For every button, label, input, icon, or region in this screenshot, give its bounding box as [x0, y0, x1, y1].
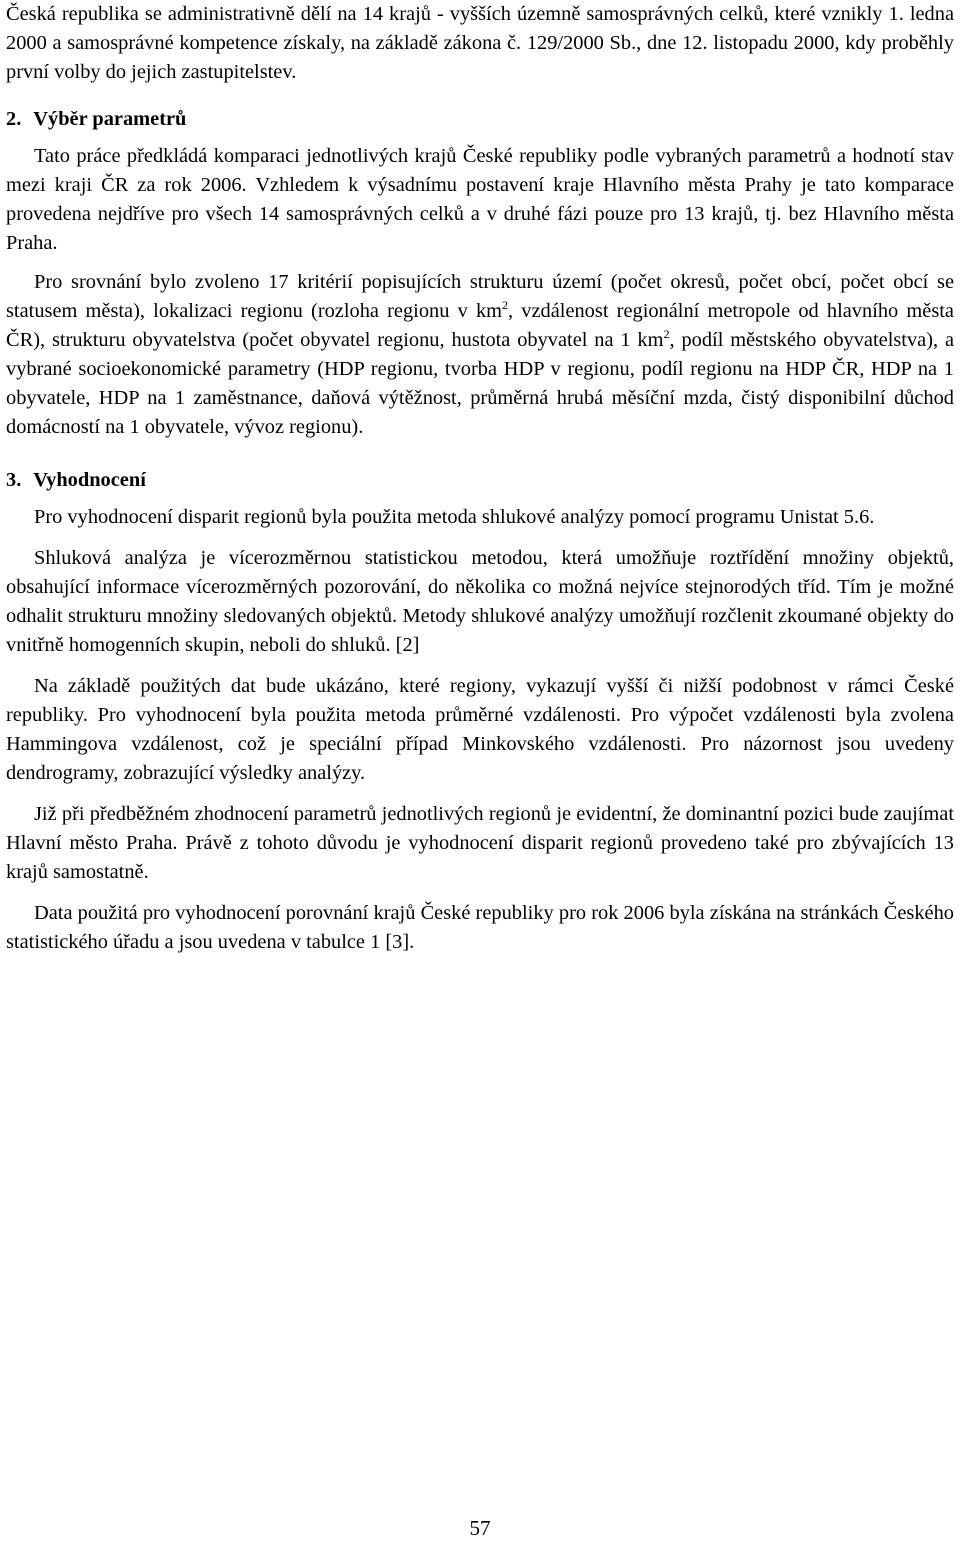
section-3-paragraph-1: Pro vyhodnocení disparit regionů byla použita metoda shlukové analýzy pomocí programu Unistat 5.6.	[34, 506, 875, 528]
section-2-paragraph-2-part-c: , podíl městského obyvatelstva), a vybrané socioekonomické parametry (HDP regionu, tvorba HDP v regionu, podíl regionu na HDP ČR, HDP na 1 obyvatele, HDP na 1 zaměstnance, daňová výtěžnost, průměrná hrubá měsíční mzda, čistý disponibilní důchod domácností na 1 obyvatele, vývoz regionu).	[6, 329, 954, 438]
document-page	[6, 0, 954, 957]
section-2-paragraph-2-part-a: Pro srovnání bylo zvoleno 17 kritérií popisujících strukturu území (počet okresů, počet obcí, počet obcí se statusem města), lokalizaci regionu (rozloha regionu v km	[6, 271, 954, 322]
section-3-paragraph-2: Shluková analýza je vícerozměrnou statistickou metodou, která umožňuje roztřídění množiny objektů, obsahující informace vícerozměrných pozorování, do několika co možná nejvíce stejnorodých tříd. Tím je možné odhalit strukturu množiny sledovaných objektů. Metody shlukové analýzy umožňují rozčlenit zkoumané objekty do vnitřně homogenních skupin, neboli do shluků. [2]	[6, 547, 954, 656]
intro-paragraph: Česká republika se administrativně dělí na 14 krajů - vyšších územně samosprávných celků, které vznikly 1. ledna 2000 a samosprávné kompetence získaly, na základě zákona č. 129/2000 Sb., dne 12. listopadu 2000, kdy proběhly první volby do jejich zastupitelstev.	[6, 3, 954, 83]
section-3-paragraph-5: Data použitá pro vyhodnocení porovnání krajů České republiky pro rok 2006 byla získána na stránkách Českého statistického úřadu a jsou uvedena v tabulce 1 [3].	[6, 902, 954, 953]
section-2-heading	[6, 105, 954, 134]
section-2-paragraph-2	[6, 268, 954, 442]
section-3-heading	[6, 466, 954, 495]
section-2-title: Výběr parametrů	[33, 108, 187, 130]
page-number: 57	[469, 1516, 491, 1540]
section-3-title: Vyhodnocení	[33, 469, 146, 491]
section-3-number: 3.	[6, 469, 22, 491]
superscript-2: 2	[502, 298, 509, 312]
section-2-paragraph-1: Tato práce předkládá komparaci jednotlivých krajů České republiky podle vybraných parametrů a hodnotí stav mezi kraji ČR za rok 2006. Vzhledem k výsadnímu postavení kraje Hlavního města Prahy je tato komparace provedena nejdříve pro všech 14 samosprávných celků a v druhé fázi pouze pro 13 krajů, tj. bez Hlavního města Praha.	[6, 145, 954, 254]
section-3-paragraph-3: Na základě použitých dat bude ukázáno, které regiony, vykazují vyšší či nižší podobnost v rámci České republiky. Pro vyhodnocení byla použita metoda průměrné vzdálenosti. Pro výpočet vzdálenosti byla zvolena Hammingova vzdálenost, což je speciální případ Minkovského vzdálenosti. Pro názornost jsou uvedeny dendrogramy, zobrazující výsledky analýzy.	[6, 675, 954, 784]
section-2-number: 2.	[6, 108, 22, 130]
superscript-2: 2	[663, 327, 670, 341]
section-2-paragraph-2-part-b: , vzdálenost regionální metropole od hlavního města ČR), strukturu obyvatelstva (počet obyvatel regionu, hustota obyvatel na 1 km	[6, 300, 954, 351]
section-3-paragraph-4: Již při předběžném zhodnocení parametrů jednotlivých regionů je evidentní, že dominantní pozici bude zaujímat Hlavní město Praha. Právě z tohoto důvodu je vyhodnocení disparit regionů provedeno také pro zbývajících 13 krajů samostatně.	[6, 803, 954, 883]
